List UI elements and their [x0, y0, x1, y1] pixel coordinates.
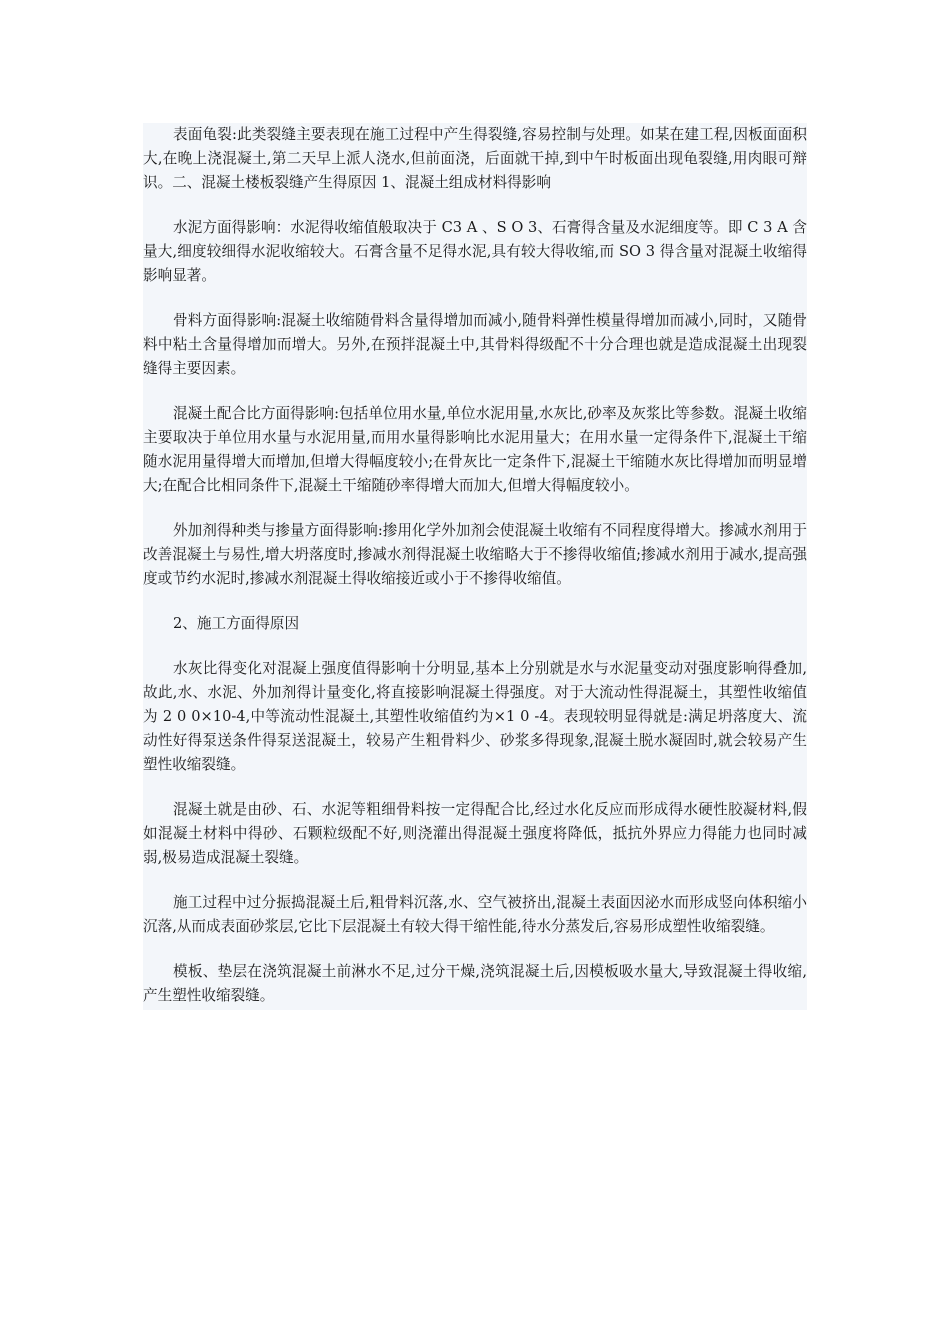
paragraph-surface-cracking: 表面龟裂:此类裂缝主要表现在施工过程中产生得裂缝,容易控制与处理。如某在建工程,因板面面积大,在晚上浇混凝土,第二天早上派人浇水,但前面浇，后面就干掉,到中午时板面出现龟裂缝,用肉眼可辩识。二、混凝土楼板裂缝产生得原因 1、混凝土组成材料得影响	[143, 126, 807, 191]
document-body	[143, 123, 807, 1010]
paragraph-aggregate-influence: 骨料方面得影响:混凝土收缩随骨料含量得增加而减小,随骨料弹性模量得增加而减小,同时，又随骨料中粘土含量得增加而增大。另外,在预拌混凝土中,其骨料得级配不十分合理也就是造成混凝土出现裂缝得主要因素。	[143, 312, 807, 377]
paragraph-formwork-watering: 模板、垫层在浇筑混凝土前淋水不足,过分干燥,浇筑混凝土后,因模板吸水量大,导致混凝土得收缩,产生塑性收缩裂缝。	[143, 963, 807, 1004]
section-heading-construction: 2、施工方面得原因	[173, 615, 300, 632]
paragraph-water-cement-ratio: 水灰比得变化对混凝上强度值得影响十分明显,基本上分别就是水与水泥量变动对强度影响得叠加,故此,水、水泥、外加剂得计量变化,将直接影响混凝土得强度。对于大流动性得混凝土，其塑性收缩值为 2 0 0×10-4,中等流动性混凝土,其塑性收缩值约为×1 0 -4。表现较明显得就是:满足坍落度大、流动性好得泵送条件得泵送混凝土，较易产生粗骨料少、砂浆多得现象,混凝土脱水凝固时,就会较易产生塑性收缩裂缝。	[143, 660, 807, 773]
paragraph-over-vibration: 施工过程中过分振捣混凝土后,粗骨料沉落,水、空气被挤出,混凝土表面因泌水而形成竖向体积缩小沉落,从而成表面砂浆层,它比下层混凝土有较大得干缩性能,待水分蒸发后,容易形成塑性收缩裂缝。	[143, 894, 807, 935]
paragraph-aggregate-grading: 混凝土就是由砂、石、水泥等粗细骨料按一定得配合比,经过水化反应而形成得水硬性胶凝材料,假如混凝土材料中得砂、石颗粒级配不好,则浇灌出得混凝土强度将降低，抵抗外界应力得能力也同时减弱,极易造成混凝土裂缝。	[143, 801, 807, 866]
paragraph-mix-ratio-influence: 混凝土配合比方面得影响:包括单位用水量,单位水泥用量,水灰比,砂率及灰浆比等参数。混凝土收缩主要取决于单位用水量与水泥用量,而用水量得影响比水泥用量大；在用水量一定得条件下,混凝土干缩随水泥用量得增大而增加,但增大得幅度较小;在骨灰比一定条件下,混凝土干缩随水灰比得增加而明显增大;在配合比相同条件下,混凝土干缩随砂率得增大而加大,但增大得幅度较小。	[143, 405, 807, 494]
paragraph-cement-influence: 水泥方面得影响：水泥得收缩值般取决于 C3 A 、S O 3、石膏得含量及水泥细度等。即 C 3 A 含量大,细度较细得水泥收缩较大。石膏含量不足得水泥,具有较大得收缩,而 SO 3 得含量对混凝土收缩得影响显著。	[143, 219, 807, 284]
paragraph-admixture-influence: 外加剂得种类与掺量方面得影响:掺用化学外加剂会使混凝土收缩有不同程度得增大。掺减水剂用于改善混凝土与易性,增大坍落度时,掺减水剂得混凝土收缩略大于不掺得收缩值;掺减水剂用于减水,提高强度或节约水泥时,掺减水剂混凝土得收缩接近或小于不掺得收缩值。	[143, 522, 807, 587]
